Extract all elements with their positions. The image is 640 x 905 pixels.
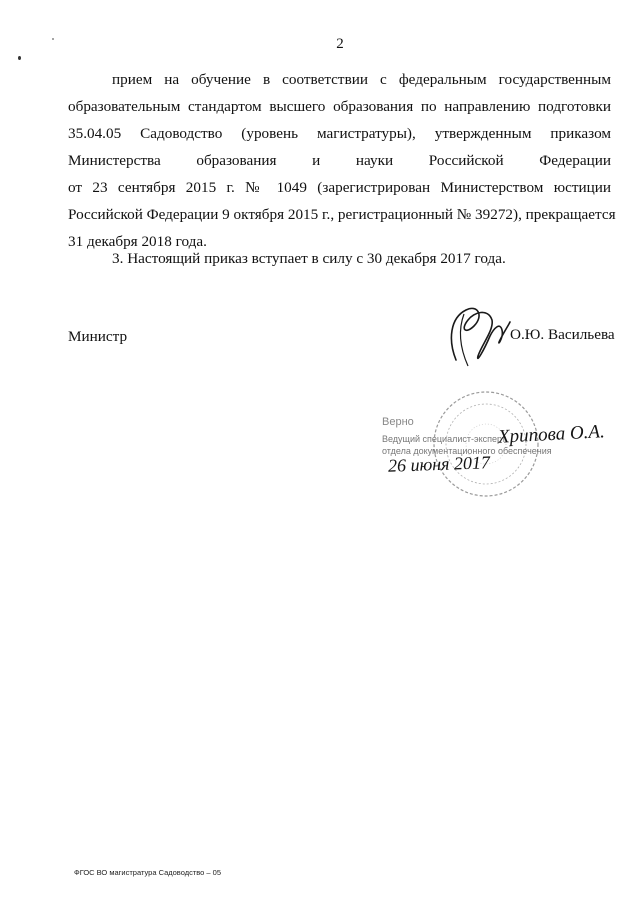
paragraph-1-line: 35.04.05 Садоводство (уровень магистратуры), утвержденным приказом	[68, 125, 611, 142]
paragraph-1-line: Министерства образования и науки Российской Федерации	[68, 152, 611, 169]
paragraph-1-line: от 23 сентября 2015 г. № 1049 (зарегистрирован Министерством юстиции	[68, 179, 611, 196]
stamp-handwritten-date: 26 июня 2017	[387, 452, 491, 476]
page-number: 2	[336, 36, 344, 52]
stamp-line: отдела документационного обеспечения	[382, 446, 552, 456]
handwritten-signature	[438, 300, 518, 372]
stamp-handwritten-name: Хрипова О.А.	[497, 421, 606, 448]
certification-stamp	[368, 388, 608, 518]
paragraph-1-line: образовательным стандартом высшего образования по направлению подготовки	[68, 98, 611, 115]
paragraph-1-line: прием на обучение в соответствии с федеральным государственным	[112, 71, 611, 88]
signatory-name: О.Ю. Васильева	[510, 326, 615, 343]
stamp-line: Ведущий специалист-эксперт	[382, 434, 506, 444]
paragraph-1	[68, 66, 616, 255]
paragraph-1-line: 31 декабря 2018 года.	[68, 233, 207, 250]
stamp-verified-word: Верно	[382, 416, 414, 428]
signatory-title: Министр	[68, 328, 128, 345]
paragraph-1-line: Российской Федерации 9 октября 2015 г., регистрационный № 39272), прекращается	[68, 206, 616, 223]
paragraph-2: 3. Настоящий приказ вступает в силу с 30 декабря 2017 года.	[112, 250, 506, 267]
document-footer: ФГОС ВО магистратура Садоводство – 05	[74, 868, 222, 877]
scan-speck	[18, 56, 21, 60]
